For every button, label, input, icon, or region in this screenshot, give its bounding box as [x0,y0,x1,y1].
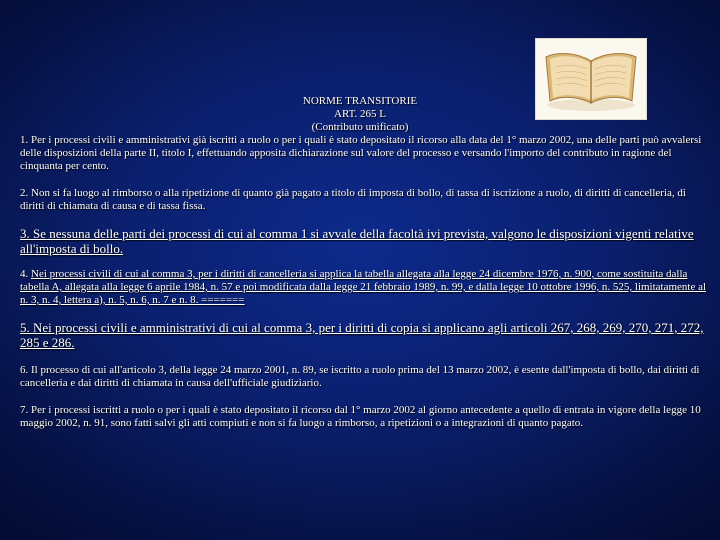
heading-article: ART. 265 L [334,108,386,120]
paragraph-1: 1. Per i processi civili e amministrativi già iscritti a ruolo o per i quali è stato depositato il ricorso alla data del 1° marzo 2002, una delle parti può avvalersi delle disposizioni della parte II, titolo I, effettuando apposita dichiarazione sul valore del processo e versando l'importo del contributo in ragione del cinquanta per cento. [20,134,702,172]
paragraph-4 [20,268,710,307]
heading-title: NORME TRANSITORIE [302,95,418,107]
paragraph-6: 6. Il processo di cui all'articolo 3, della legge 24 marzo 2001, n. 89, se iscritto a ruolo prima del 13 marzo 2002, è esente dall'imposta di bollo, dai diritti di cancelleria e dai diritti di chiamata in causa dell'ufficiale giudiziario. [20,364,700,389]
paragraph-5: 5. Nei processi civili e amministrativi di cui al comma 3, per i diritti di copia si applicano agli articoli 267, 268, 269, 270, 271, 272, 285 e 286. [20,320,704,350]
paragraph-4-number: 4. [20,268,31,280]
paragraph-3: 3. Se nessuna delle parti dei processi di cui al comma 1 si avvale della facoltà ivi prevista, valgono le disposizioni vigenti relative all'imposta di bollo. [20,226,694,256]
paragraph-7: 7. Per i processi iscritti a ruolo o per i quali è stato depositato il ricorso dal 1° marzo 2002 al giorno antecedente a quello di entrata in vigore della legge 10 maggio 2002, n. 91, sono fatti salvi gli atti compiuti e non si fa luogo a rimborso, a ripetizioni o a integrazioni di quanto pagato. [20,404,701,429]
body-text [20,134,710,430]
paragraph-2: 2. Non si fa luogo al rimborso o alla ripetizione di quanto già pagato a titolo di imposta di bollo, di tassa di iscrizione a ruolo, di diritti di cancelleria, di diritti di chiamata di causa e di tassa fissa. [20,187,686,212]
heading-subtitle: (Contributo unificato) [311,121,409,133]
heading [0,95,720,134]
paragraph-4-text: Nei processi civili di cui al comma 3, per i diritti di cancelleria si applica la tabella allegata alla legge 24 dicembre 1976, n. 900, come sostituita dalla tabella A, allegata alla legge 6 aprile 1984, n. 57 e poi modificata dalla legge 21 febbraio 1989, n. 99, e dalla legge 10 ottobre 1996, n. 525, limitatamente al n. 3, n. 4, lettera a), n. 5, n. 6, n. 7 e n. 8. ======= [20,268,707,306]
